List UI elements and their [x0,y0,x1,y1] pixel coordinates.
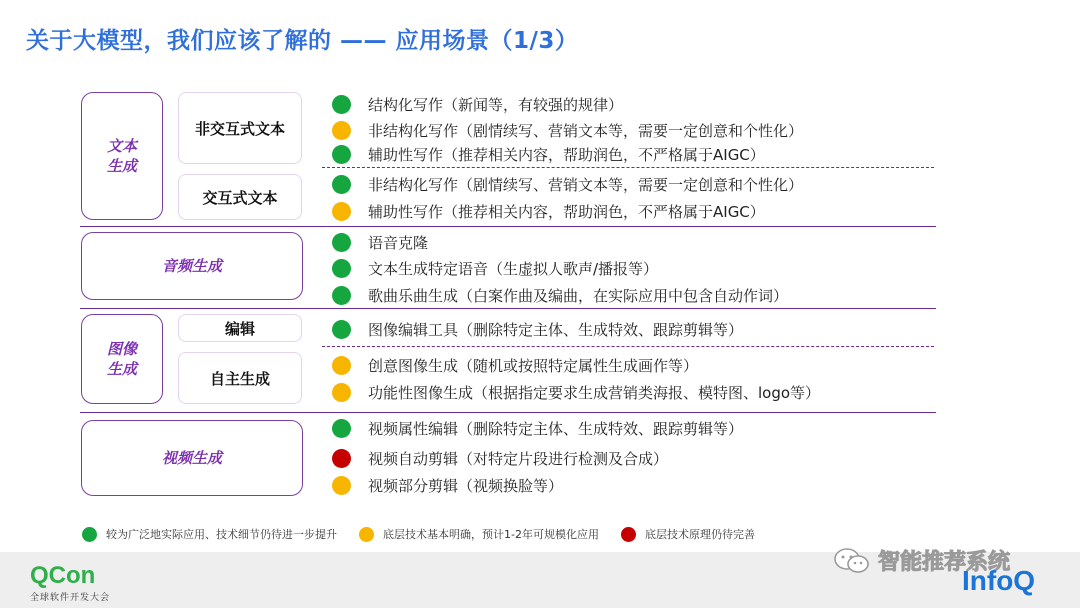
item-text: 辅助性写作（推荐相关内容，帮助润色，不严格属于AIGC） [368,202,765,221]
dashed-separator [322,346,934,347]
wechat-icon [832,546,872,576]
list-item [332,257,658,279]
status-dot-icon [332,121,351,140]
status-dot-icon [332,286,351,305]
legend-dot-icon [621,527,636,542]
wechat-account-name: 智能推荐系统 [878,550,1011,575]
category-text-generation [81,92,163,220]
status-dot-icon [332,356,351,375]
subcategory-interactive-text [178,174,302,220]
list-item [332,381,820,403]
item-text: 创意图像生成（随机或按照特定属性生成画作等） [368,356,699,375]
status-dot-icon [332,233,351,252]
item-text: 文本生成特定语音（生虚拟人歌声/播报等） [368,259,659,278]
item-text: 视频属性编辑（删除特定主体、生成特效、跟踪剪辑等） [368,419,744,438]
category-video-generation [81,420,303,496]
status-dot-icon [332,175,351,194]
category-audio-generation [81,232,303,300]
item-text: 语音克隆 [368,233,429,252]
dashed-separator [322,167,934,168]
category-label-line2: 生成 [106,360,137,378]
legend-text: 底层技术原理仍待完善 [644,528,755,541]
item-text: 图像编辑工具（删除特定主体、生成特效、跟踪剪辑等） [368,320,744,339]
status-dot-icon [332,476,351,495]
subcategory-autonomous [178,352,302,404]
legend-item [82,526,337,542]
item-text: 非结构化写作（剧情续写、营销文本等，需要一定创意和个性化） [368,175,804,194]
status-dot-icon [332,383,351,402]
list-item [332,173,803,195]
infoq-logo: InfoQ [962,565,1036,596]
status-dot-icon [332,95,351,114]
subcategory-label: 编辑 [224,319,255,338]
status-dot-icon [332,145,351,164]
status-dot-icon [332,202,351,221]
subcategory-label: 交互式文本 [202,188,278,207]
legend-dot-icon [359,527,374,542]
list-item [332,474,563,496]
legend-text: 底层技术基本明确，预计1-2年可规模化应用 [383,528,599,541]
category-label-line1: 图像 [106,340,137,358]
list-item [332,284,788,306]
qcon-subtitle: 全球软件开发大会 [30,593,111,603]
list-item [332,200,765,222]
list-item [332,447,668,469]
status-dot-icon [332,320,351,339]
subcategory-edit [178,314,302,342]
list-item [332,119,803,141]
qcon-logo: QCon [30,562,96,589]
list-item [332,143,765,165]
legend [82,526,777,542]
item-text: 辅助性写作（推荐相关内容，帮助润色，不严格属于AIGC） [368,145,765,164]
section-separator [80,412,936,413]
legend-item [359,526,599,542]
status-dot-icon [332,449,351,468]
category-label-line2: 生成 [106,157,137,175]
list-item [332,231,428,253]
list-item [332,318,743,340]
item-text: 非结构化写作（剧情续写、营销文本等，需要一定创意和个性化） [368,121,804,140]
page-title: 关于大模型，我们应该了解的 —— 应用场景（1/3） [26,28,579,54]
item-text: 结构化写作（新闻等，有较强的规律） [368,95,624,114]
status-dot-icon [332,259,351,278]
list-item [332,93,623,115]
legend-dot-icon [82,527,97,542]
legend-item [621,526,755,542]
legend-text: 较为广泛地实际应用、技术细节仍待进一步提升 [106,528,337,541]
subcategory-label: 自主生成 [209,369,270,388]
section-separator [80,308,936,309]
category-label: 音频生成 [161,257,222,275]
item-text: 歌曲乐曲生成（白案作曲及编曲，在实际应用中包含自动作词） [368,286,789,305]
list-item [332,417,743,439]
item-text: 视频自动剪辑（对特定片段进行检测及合成） [368,449,669,468]
subcategory-noninteractive-text [178,92,302,164]
status-dot-icon [332,419,351,438]
section-separator [80,226,936,227]
category-label: 视频生成 [161,449,222,467]
item-text: 功能性图像生成（根据指定要求生成营销类海报、模特图、logo等） [368,383,821,402]
category-image-generation [81,314,163,404]
item-text: 视频部分剪辑（视频换脸等） [368,476,564,495]
category-label-line1: 文本 [106,137,137,155]
subcategory-label: 非交互式文本 [194,119,285,138]
list-item [332,354,698,376]
